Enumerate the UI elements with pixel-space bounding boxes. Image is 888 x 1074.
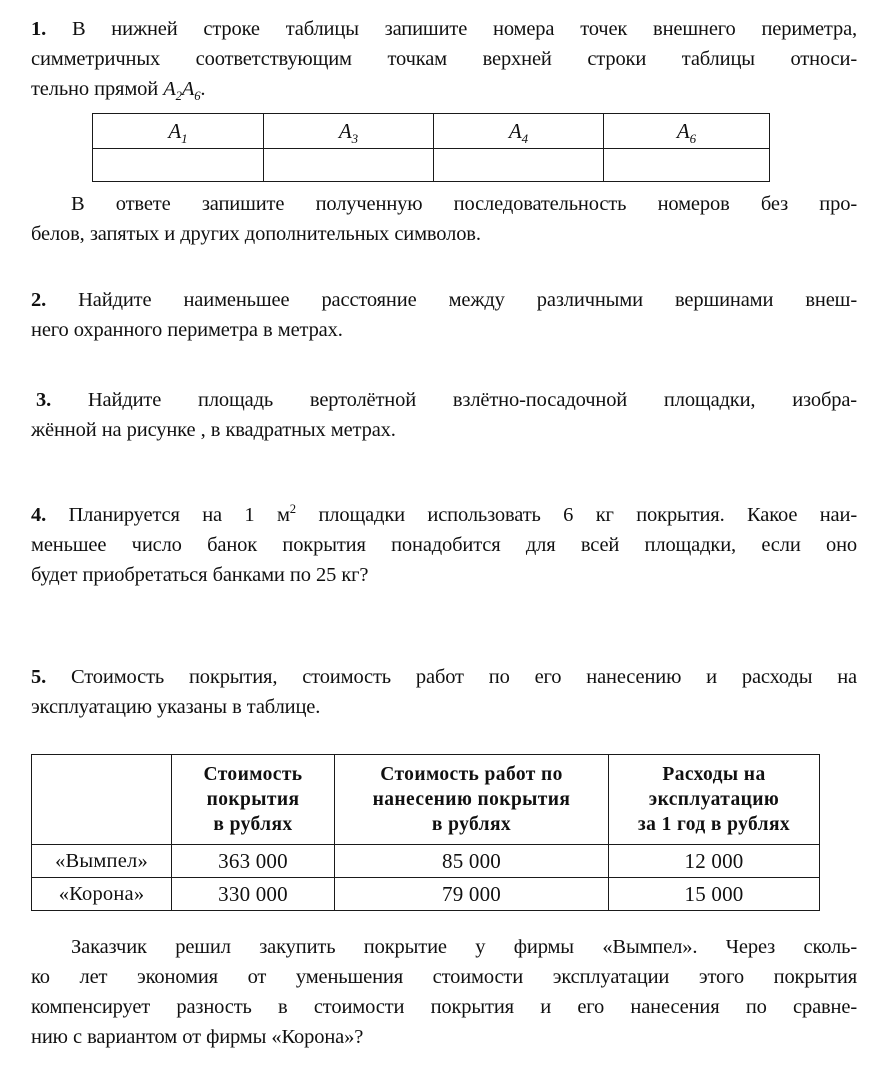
points-table-header-cell-1 [93, 114, 264, 149]
point-label-a6-sub: 6 [689, 130, 697, 146]
point-label-a6-letter: A [676, 118, 690, 143]
point-label-a3 [338, 118, 359, 146]
task-1-var-a6 [181, 78, 201, 104]
task-3-line-1: Найдите площадь вертолётной взлётно-посадочной площадки, изобра- [87, 389, 857, 411]
answer-format-note-line-2: белов, запятых и других дополнительных символов. [31, 223, 481, 245]
points-table-answer-cell-4[interactable] [604, 149, 770, 182]
task-2-text [31, 285, 857, 345]
costs-header-coating-line-2: покрытия [206, 789, 300, 810]
task-4-line-3: будет приобретаться банками по 25 кг? [31, 564, 369, 586]
costs-header-operating-line-1: Расходы на [662, 764, 766, 785]
task-5-number: 5. [31, 666, 47, 688]
costs-table-header-coating-cost [172, 755, 335, 845]
points-table-answer-row[interactable] [93, 149, 770, 182]
task-2-line-2: него охранного периметра в метрах. [31, 319, 343, 341]
task-5-text [31, 662, 857, 722]
costs-header-application-line-2: нанесению покрытия [372, 789, 571, 810]
task-2-line-1: Найдите наименьшее расстояние между различными вершинами внеш- [78, 289, 857, 311]
task-1-line-2: симметричных соответствующим точкам верхней строки таблицы относи- [31, 48, 857, 70]
costs-table-header-corner [32, 755, 172, 845]
point-label-a1 [168, 118, 188, 146]
answer-format-note-line-1: В ответе запишите полученную последовательность номеров без про- [71, 193, 857, 215]
costs-table-header-operating-cost [609, 755, 820, 845]
table-row [32, 878, 820, 911]
task-3-text [31, 385, 857, 445]
point-label-a3-sub: 3 [351, 130, 359, 146]
task-4-number: 4. [31, 504, 47, 526]
task-4-superscript-2: 2 [289, 502, 296, 517]
task-1-var-a2-sub: 2 [175, 89, 182, 104]
closing-paragraph [31, 932, 857, 1052]
points-table-answer-cell-3[interactable] [434, 149, 604, 182]
costs-row-1-application-cost: 85 000 [335, 845, 609, 878]
costs-row-1-coating-cost: 363 000 [172, 845, 335, 878]
task-1-var-a2 [163, 78, 182, 104]
closing-paragraph-line-4: нию с вариантом от фирмы «Корона»? [31, 1026, 364, 1048]
task-2-number: 2. [31, 289, 47, 311]
costs-header-coating-line-1: Стоимость [203, 764, 303, 785]
closing-paragraph-line-1: Заказчик решил закупить покрытие у фирмы «Вымпел». Через сколь- [71, 936, 857, 958]
task-1-line-3 [31, 74, 857, 104]
costs-header-coating-line-3: в рублях [213, 814, 293, 835]
costs-header-operating-line-3: за 1 год в рублях [637, 814, 791, 835]
task-4-line-2: меньшее число банок покрытия понадобится для всей площадки, если оно [31, 534, 857, 556]
point-label-a6 [676, 118, 697, 146]
task-5-line-1: Стоимость покрытия, стоимость работ по его нанесению и расходы на [70, 666, 857, 688]
point-label-a4-letter: A [508, 118, 522, 143]
task-5-line-2: эксплуатацию указаны в таблице. [31, 696, 321, 718]
closing-paragraph-line-2: ко лет экономия от уменьшения стоимости эксплуатации этого покрытия [31, 966, 857, 988]
task-1-var-a6-sub: 6 [194, 89, 201, 104]
task-4-line-1-prefix: Планируется на 1 м [68, 504, 290, 526]
closing-paragraph-line-3: компенсирует разность в стоимости покрытия и его нанесения по сравне- [31, 996, 857, 1018]
costs-row-1-firm: «Вымпел» [32, 845, 172, 878]
points-table-header-row [93, 114, 770, 149]
points-table-header-cell-3 [434, 114, 604, 149]
costs-header-application-line-3: в рублях [431, 814, 512, 835]
task-1-text [31, 14, 857, 104]
task-3-number: 3. [36, 389, 52, 411]
costs-row-2-coating-cost: 330 000 [172, 878, 335, 911]
task-3-line-2: жённой на рисунке , в квадратных метрах. [31, 419, 396, 441]
costs-row-2-application-cost: 79 000 [335, 878, 609, 911]
task-1-line-3-suffix: . [200, 78, 206, 100]
points-table-header-cell-4 [604, 114, 770, 149]
costs-header-operating-line-2: эксплуатацию [648, 789, 780, 810]
task-1-line-1: В нижней строке таблицы запишите номера точек внешнего периметра, [71, 18, 858, 40]
point-label-a4 [508, 118, 529, 146]
task-1-line-3-prefix: тельно прямой [31, 78, 164, 100]
task-1-var-a6-letter: A [181, 78, 195, 100]
points-table-answer-cell-1[interactable] [93, 149, 264, 182]
table-row [32, 845, 820, 878]
task-4-line-1-suffix: площадки использовать 6 кг покрытия. Какое наи- [296, 504, 857, 526]
costs-header-application-line-1: Стоимость работ по [380, 764, 563, 785]
point-label-a1-sub: 1 [181, 130, 188, 146]
point-label-a4-sub: 4 [521, 130, 529, 146]
point-label-a1-letter: A [168, 118, 182, 143]
task-1-var-a2-letter: A [163, 78, 176, 100]
task-1-number: 1. [31, 18, 47, 40]
costs-table-header-row [32, 755, 820, 845]
costs-table [31, 754, 820, 911]
costs-table-header-application-cost [335, 755, 609, 845]
task-4-text [31, 500, 857, 590]
points-table-header-cell-2 [264, 114, 434, 149]
point-label-a3-letter: A [338, 118, 352, 143]
costs-row-2-operating-cost: 15 000 [609, 878, 820, 911]
costs-row-1-operating-cost: 12 000 [609, 845, 820, 878]
points-table-answer-cell-2[interactable] [264, 149, 434, 182]
costs-row-2-firm: «Корона» [32, 878, 172, 911]
points-table [92, 113, 770, 182]
answer-format-note [31, 189, 857, 249]
